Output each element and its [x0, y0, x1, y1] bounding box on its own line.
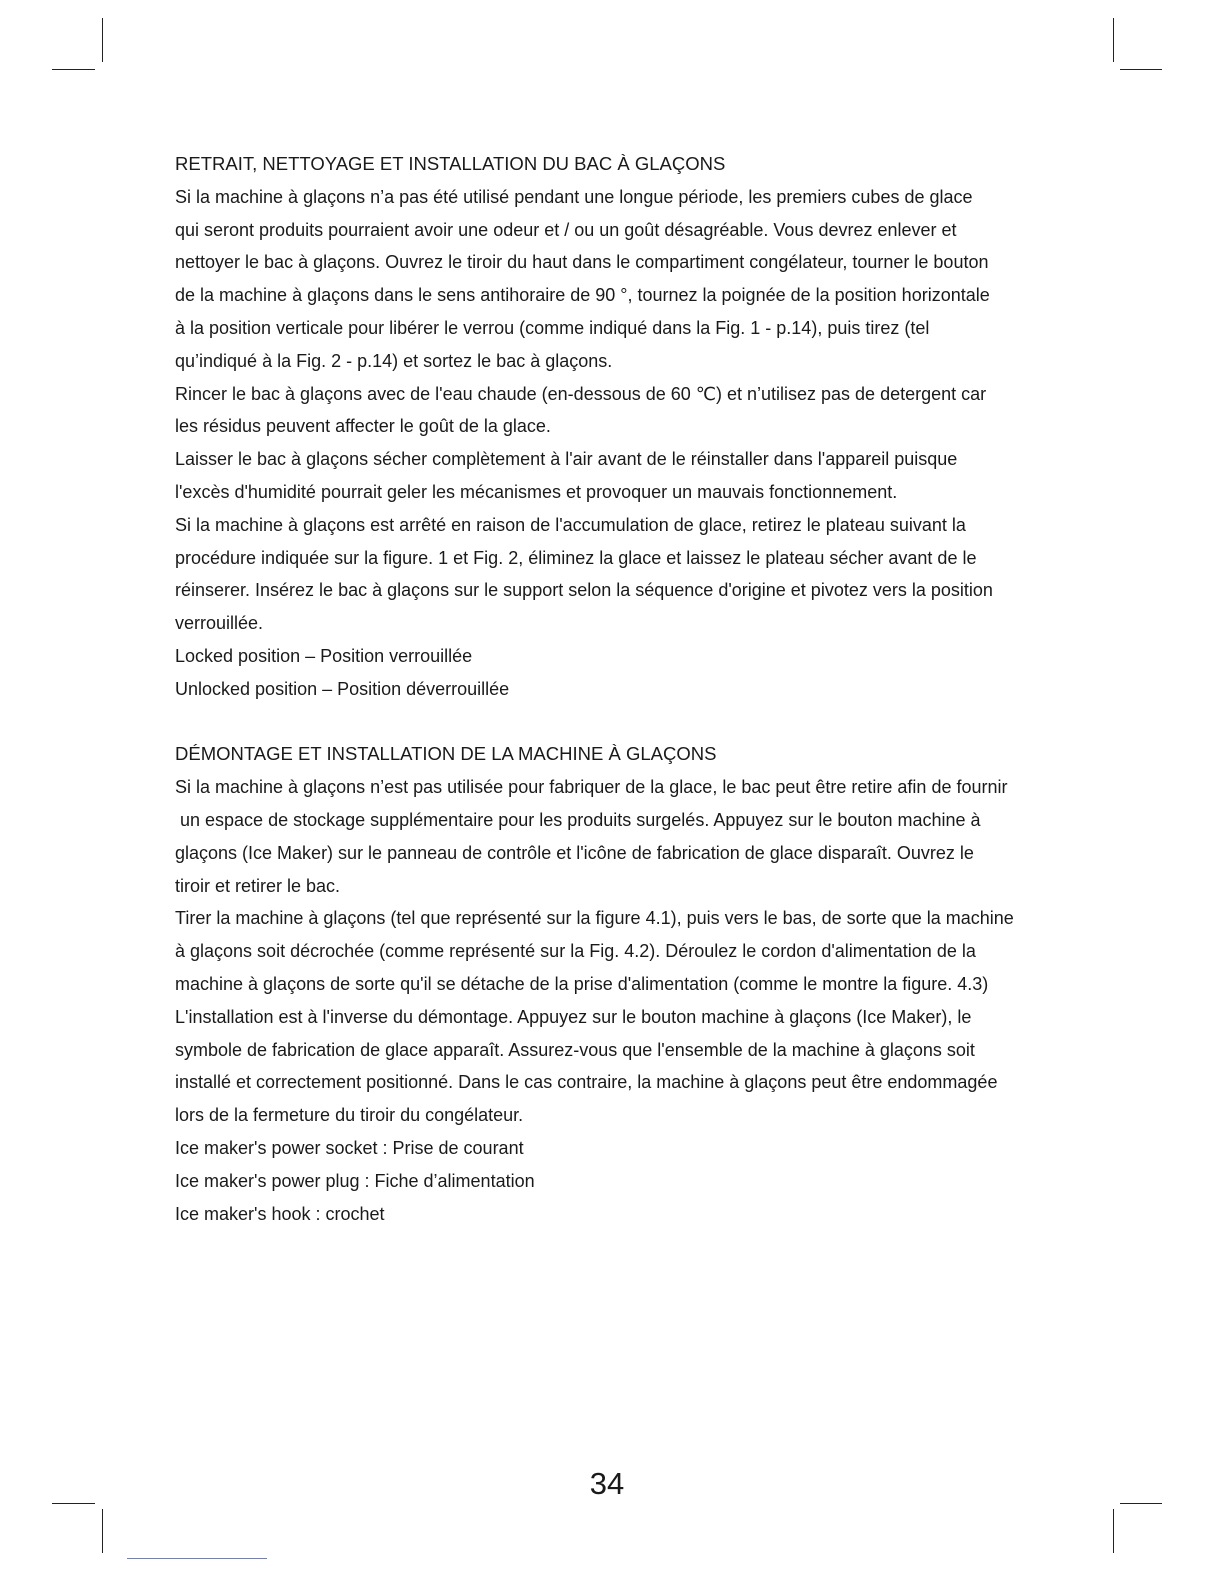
- document-body: [175, 148, 1085, 1230]
- section-1-line: procédure indiquée sur la figure. 1 et Fig. 2, éliminez la glace et laissez le plateau sécher avant de le: [175, 547, 977, 568]
- section-1-line: Si la machine à glaçons est arrêté en raison de l'accumulation de glace, retirez le plateau suivant la: [175, 514, 966, 535]
- section-2-line: symbole de fabrication de glace apparaît. Assurez-vous que l'ensemble de la machine à glaçons soit: [175, 1039, 975, 1060]
- section-2-line: glaçons (Ice Maker) sur le panneau de contrôle et l'icône de fabrication de glace disparaît. Ouvrez le: [175, 842, 974, 863]
- section-1-line: qu’indiqué à la Fig. 2 - p.14) et sortez le bac à glaçons.: [175, 350, 613, 371]
- section-2-line: machine à glaçons de sorte qu'il se détache de la prise d'alimentation (comme le montre la figure. 4.3): [175, 973, 989, 994]
- section-1-line: Rincer le bac à glaçons avec de l'eau chaude (en-dessous de 60 ℃) et n’utilisez pas de detergent car: [175, 383, 987, 404]
- crop-mark-bottom-left-vertical: [102, 1509, 103, 1553]
- power-socket-label: Ice maker's power socket : Prise de courant: [175, 1137, 524, 1158]
- section-2-line: lors de la fermeture du tiroir du congélateur.: [175, 1105, 524, 1126]
- section-1-line: nettoyer le bac à glaçons. Ouvrez le tiroir du haut dans le compartiment congélateur, tourner le bouton: [175, 252, 989, 273]
- section-2-line: à glaçons soit décrochée (comme représenté sur la Fig. 4.2). Déroulez le cordon d'alimentation de la: [175, 941, 976, 962]
- unlocked-position-label: Unlocked position – Position déverrouillée: [175, 678, 510, 699]
- section-1-heading: RETRAIT, NETTOYAGE ET INSTALLATION DU BAC À GLAÇONS: [175, 153, 726, 174]
- crop-mark-top-left-horizontal: [52, 69, 95, 70]
- section-1-line: verrouillée.: [175, 613, 264, 634]
- section-2-line: tiroir et retirer le bac.: [175, 875, 341, 896]
- section-spacer: [175, 706, 1085, 739]
- section-2-line: Si la machine à glaçons n’est pas utilisée pour fabriquer de la glace, le bac peut être retire afin de fournir: [175, 777, 1008, 798]
- bottom-rule: [127, 1558, 267, 1559]
- section-1-line: qui seront produits pourraient avoir une odeur et / ou un goût désagréable. Vous devrez enlever et: [175, 219, 957, 240]
- power-plug-label: Ice maker's power plug : Fiche d’alimentation: [175, 1170, 535, 1191]
- section-1-line: Laisser le bac à glaçons sécher complètement à l'air avant de le réinstaller dans l'appareil puisque: [175, 449, 958, 470]
- section-1-line: l'excès d'humidité pourrait geler les mécanismes et provoquer un mauvais fonctionnement.: [175, 481, 898, 502]
- section-2-line: installé et correctement positionné. Dans le cas contraire, la machine à glaçons peut être endommagée: [175, 1072, 998, 1093]
- section-2-line: Tirer la machine à glaçons (tel que représenté sur la figure 4.1), puis vers le bas, de sorte que la machine: [175, 908, 1014, 929]
- page-number: 34: [589, 1466, 625, 1501]
- hook-label: Ice maker's hook : crochet: [175, 1203, 385, 1224]
- section-2-line: L'installation est à l'inverse du démontage. Appuyez sur le bouton machine à glaçons (Ice Maker), le: [175, 1006, 972, 1027]
- section-1-line: les résidus peuvent affecter le goût de la glace.: [175, 416, 551, 437]
- section-1-line: de la machine à glaçons dans le sens antihoraire de 90 °, tournez la poignée de la position horizontale: [175, 285, 990, 306]
- section-1-line: à la position verticale pour libérer le verrou (comme indiqué dans la Fig. 1 - p.14), puis tirez (tel: [175, 317, 930, 338]
- crop-mark-top-right-horizontal: [1120, 69, 1162, 70]
- section-1-line: réinserer. Insérez le bac à glaçons sur le support selon la séquence d'origine et pivotez vers la position: [175, 580, 993, 601]
- section-2-heading: DÉMONTAGE ET INSTALLATION DE LA MACHINE À GLAÇONS: [175, 743, 717, 765]
- section-2-line: un espace de stockage supplémentaire pour les produits surgelés. Appuyez sur le bouton machine à: [175, 809, 981, 830]
- section-1-line: Si la machine à glaçons n’a pas été utilisé pendant une longue période, les premiers cubes de glace: [175, 186, 973, 207]
- crop-mark-top-right-vertical: [1113, 18, 1114, 62]
- crop-mark-bottom-right-vertical: [1113, 1509, 1114, 1553]
- section-2-paragraphs: [175, 771, 1085, 1230]
- crop-mark-top-left-vertical: [102, 18, 103, 62]
- section-1-paragraphs: [175, 181, 1085, 706]
- locked-position-label: Locked position – Position verrouillée: [175, 645, 473, 666]
